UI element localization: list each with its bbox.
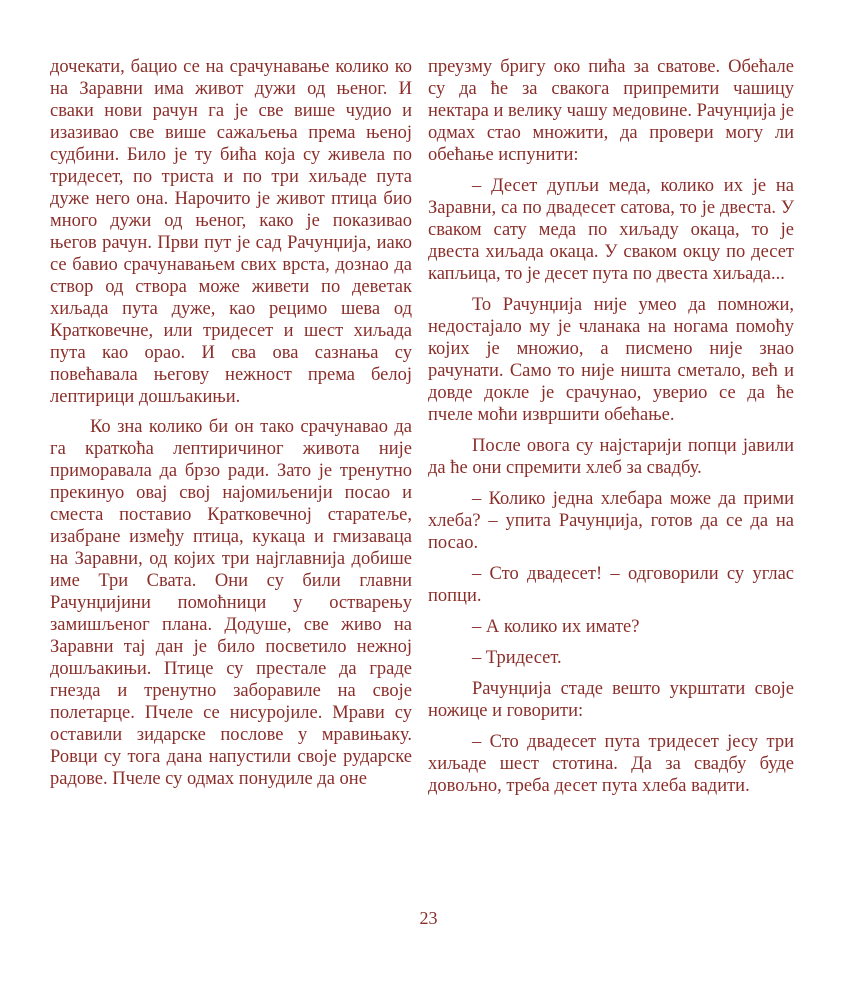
right-text-column <box>428 56 794 797</box>
page-number: 23 <box>419 908 438 928</box>
paragraph: преузму бригу око пића за сватове. Обећале су да ће за свакога припремити чашицу нектара и велику чашу медовине. Рачунџија је одмах стао множити, да провери могу ли обећање испунити: <box>428 57 794 165</box>
paragraph: Рачунџија стаде вешто укрштати своје ножице и говорити: <box>428 679 794 721</box>
dialog-line: – Тридесет. <box>472 648 562 668</box>
paragraph: Ко зна колико би он тако срачунавао да га краткоћа лептиричиног живота није приморавала да брзо ради. Зато је тренутно прекинуо овај свој најомиљенији посао и сместа поставио Кратковечној старатеље, изабране између птица, кукаца и гмизаваца на Заравни, од којих три најглавнија добише име Три Свата. Они су били главни Рачунџијини помоћници у остварењу замишљеног плана. Додуше, све живо на Заравни тај дан је било посветило нежној дошљакињи. Птице су престале да граде гнезда и тренутно заборавиле на своје полетарце. Пчеле се нисуројиле. Мрави су оставили зидарске послове у мравињаку. Ровци су тога дана напустили своје рударске радове. Пчеле су одмах понудиле да оне <box>50 417 412 789</box>
dialog-line: – Сто двадесет пута тридесет јесу три хиљаде шест стотина. Да за свадбу буде довољно, треба десет пута хлеба вадити. <box>428 732 794 796</box>
paragraph: дочекати, бацио се на срачунавање колико ко на Заравни има живот дужи од њеног. И сваки нови рачун га је све више чудио и изазивао све више сажаљења према њеној судбини. Било је ту бића која су живела по тридесет, по триста и по три хиљаде пута дуже него она. Нарочито је живот птица био много дужи од њеног, како је показивао његов рачун. Први пут је сад Рачунџија, иако се бавио срачунавањем свих врста, дознао да створ од створа може живети по деветак хиљада пута дуже, као рецимо шева од Кратковечне, или тридесет и шест хиљада пута као орао. И сва ова сазнања су повећавала његову нежност према белој лептирици дошљакињи. <box>50 57 412 407</box>
dialog-line: – А колико их имате? <box>472 617 640 637</box>
left-text-column <box>50 56 412 790</box>
dialog-line: – Десет дупљи меда, колико их је на Заравни, са по двадесет сатова, то је двеста. У сваком сату меда по хиљаду окаца, то је двеста хиљада окаца. У сваком окцу по десет капљица, то је десет пута по двеста хиљада... <box>428 176 794 284</box>
paragraph: То Рачунџија није умео да помножи, недостајало му је чланака на ногама помоћу којих је множио, а писмено није знао рачунати. Само то није ништа сметало, већ и довде докле је срачунао, уверио се да ће пчеле моћи извршити обећање. <box>428 295 794 425</box>
dialog-line: – Колико једна хлебара може да прими хлеба? – упита Рачунџија, готов да се да на посао. <box>428 489 794 553</box>
paragraph: После овога су најстарији попци јавили да ће они спремити хлеб за свадбу. <box>428 436 794 478</box>
dialog-line: – Сто двадесет! – одговорили су углас попци. <box>428 564 794 606</box>
